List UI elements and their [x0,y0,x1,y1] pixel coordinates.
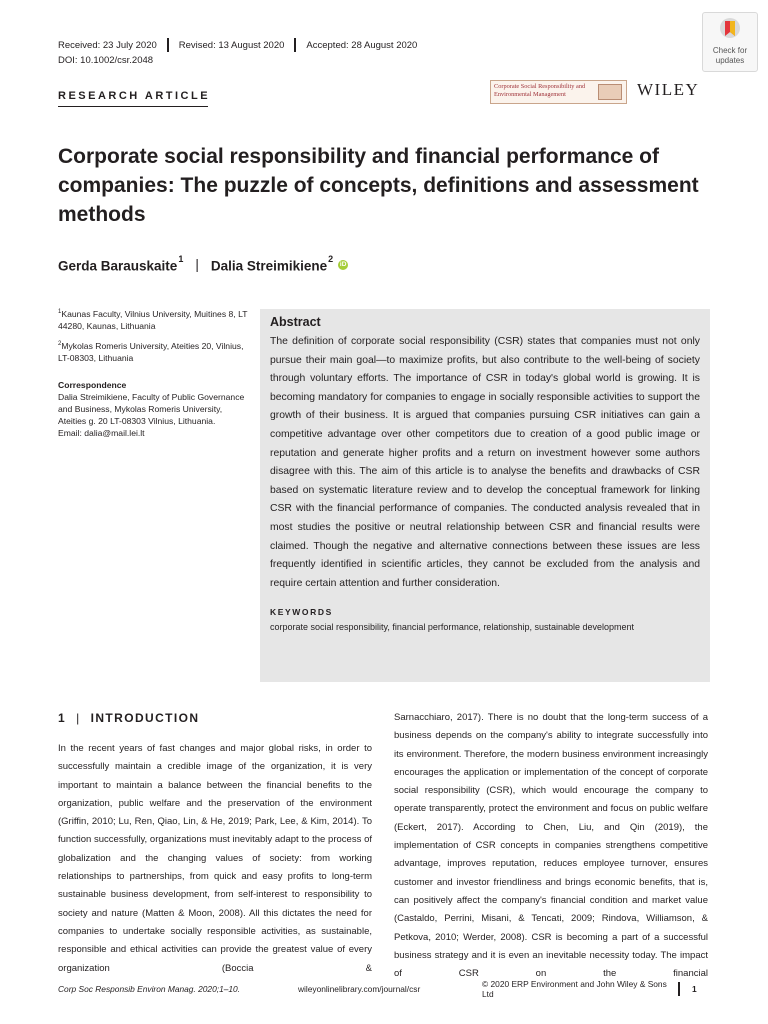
date-separator [294,38,296,52]
correspondence-heading: Correspondence [58,379,127,390]
affiliation: $^2$Mykolas Romeris University, Ateities 20, Vilnius, LT-08303, Lithuania [58,341,244,364]
section-separator: | [76,711,81,725]
accepted-date: Accepted: 28 August 2020 [306,39,418,51]
footer-citation: Corp Soc Responsib Environ Manag. 2020;1–10. [58,984,241,994]
abstract-text: The definition of corporate social responsibility (CSR) states that companies must not only pursue their main goal—to maximize profits, but also contribute to the well-being of society through voluntary efforts. The importance of CSR in today's global world is growing. It is becoming mandatory for companies to engage in socially responsible activities to support the growth of their business. It is argued that companies pursuing CSR initiatives can gain a competitive advantage over other competitors due to creation of a good public image or reputation and generate higher profits and a return on investment however some authors disagree with this. The aim of this article is to analyse the benefits and drawbacks of CSR based on systematic literature review and to develop the conceptual framework for linking CSR with the financial performance of companies. The conducted analysis revealed that in most studies the positive or neutral relationship between CSR and financial results were claimed. Though the negative and alternative connections between these issues are less frequently identified in scientific articles, they cannot be excluded from the analysis and require certain attention and further consideration. [270,336,700,589]
body-column-right: Sarnacchiaro, 2017). There is no doubt that the long-term success of a business depends on the company's ability to integrate successfully into its environment. Therefore, the modern business environment increasingly encourages the application or implementation of the concept of corporate social responsibility (CSR), which would encourage the company to operate transparently, protect the environment and focus on public welfare (Eckert, 2017). According to Chen, Liu, and Qin (2019), the implementation of CSR concepts in companies strengthens competitive advantage, improves reputation, reduces employee turnover, ensures customer and investor friendliness and brings economic benefits, that is, can positively affect the company's financial condition and market value (Castaldo, Perrini, Misani, & Tencati, 2009; Rindova, Williamson, & Petkova, 2010; Werder, 2008). CSR is becoming a part of a successful business strategy and it is even an inevitable necessity today. The impact of CSR on the financial [394,712,708,980]
article-type-label: RESEARCH ARTICLE [58,90,211,102]
article-dates [58,38,417,52]
abstract-box [260,309,710,682]
author-name[interactable]: Dalia Streimikiene$^2$ [210,254,334,274]
article-title: Corporate social responsibility and financial performance of companies: The puzzle of concepts, definitions and assessment methods [58,145,699,226]
correspondence-text: Dalia Streimikiene, Faculty of Public Governance and Business, Mykolas Romeris University, Ateities g. 20 LT-08303 Vilnius, Lithuania. [58,391,245,427]
abstract-heading: Abstract [270,315,321,329]
author-list [58,254,348,274]
author-separator: | [195,257,199,272]
check-updates-line2: updates [715,56,745,65]
section-number: 1 [58,711,67,725]
footer-separator [678,982,680,996]
section-title: INTRODUCTION [90,711,200,725]
keywords-heading: KEYWORDS [270,607,333,618]
check-updates-line1: Check for [712,46,748,55]
bookmark-ribbon-icon [717,17,743,45]
doi[interactable]: DOI: 10.1002/csr.2048 [58,55,154,66]
affiliation: $^1$Kaunas Faculty, Vilnius University, Muitines 8, LT 44280, Kaunas, Lithuania [58,308,248,332]
section-heading [58,711,199,725]
orcid-icon[interactable]: iD [339,261,347,268]
footer-copyright: © 2020 ERP Environment and John Wiley & Sons Ltd [482,979,667,999]
date-separator [167,38,169,52]
journal-cover-thumbnail [598,84,622,100]
author-name[interactable]: Gerda Barauskaite$^1$ [58,254,184,274]
page-footer [58,979,708,999]
correspondence-email[interactable]: Email: dalia@mail.lei.lt [58,428,145,439]
affiliations-panel [58,306,248,440]
page-number: 1 [692,984,697,994]
received-date: Received: 23 July 2020 [58,39,157,51]
keywords-list: corporate social responsibility, financial performance, relationship, sustainable development [270,622,635,633]
journal-logo-text: Corporate Social Responsibility and Environmental Management [494,83,586,98]
journal-logo [490,80,627,104]
check-for-updates-button[interactable] [702,12,758,72]
body-column-left: In the recent years of fast changes and major global risks, in order to successfully maintain a credible image of the organization, it is very important to maintain a balance between the financial benefits to the organization, public welfare and the preservation of the environment (Griffin, 2010; Lu, Ren, Qiao, Lin, & He, 2019; Park, Lee, & Kim, 2014). To function successfully, organizations must inevitably adapt to the process of globalization and the changing values of society: from working relationships to partnerships, from quick and easy profits to long-term sustainable business development, from self-interest to responsibility to society and nature (Matten & Moon, 2008). All this dictates the need for companies to undertake socially responsible activities, as sustainable, responsible and ethical activities can provide the greatest value of every organization (Boccia & [58,743,372,974]
footer-journal-url[interactable]: wileyonlinelibrary.com/journal/csr [298,984,421,994]
publisher-logo: WILEY [637,80,700,99]
revised-date: Revised: 13 August 2020 [178,39,285,51]
